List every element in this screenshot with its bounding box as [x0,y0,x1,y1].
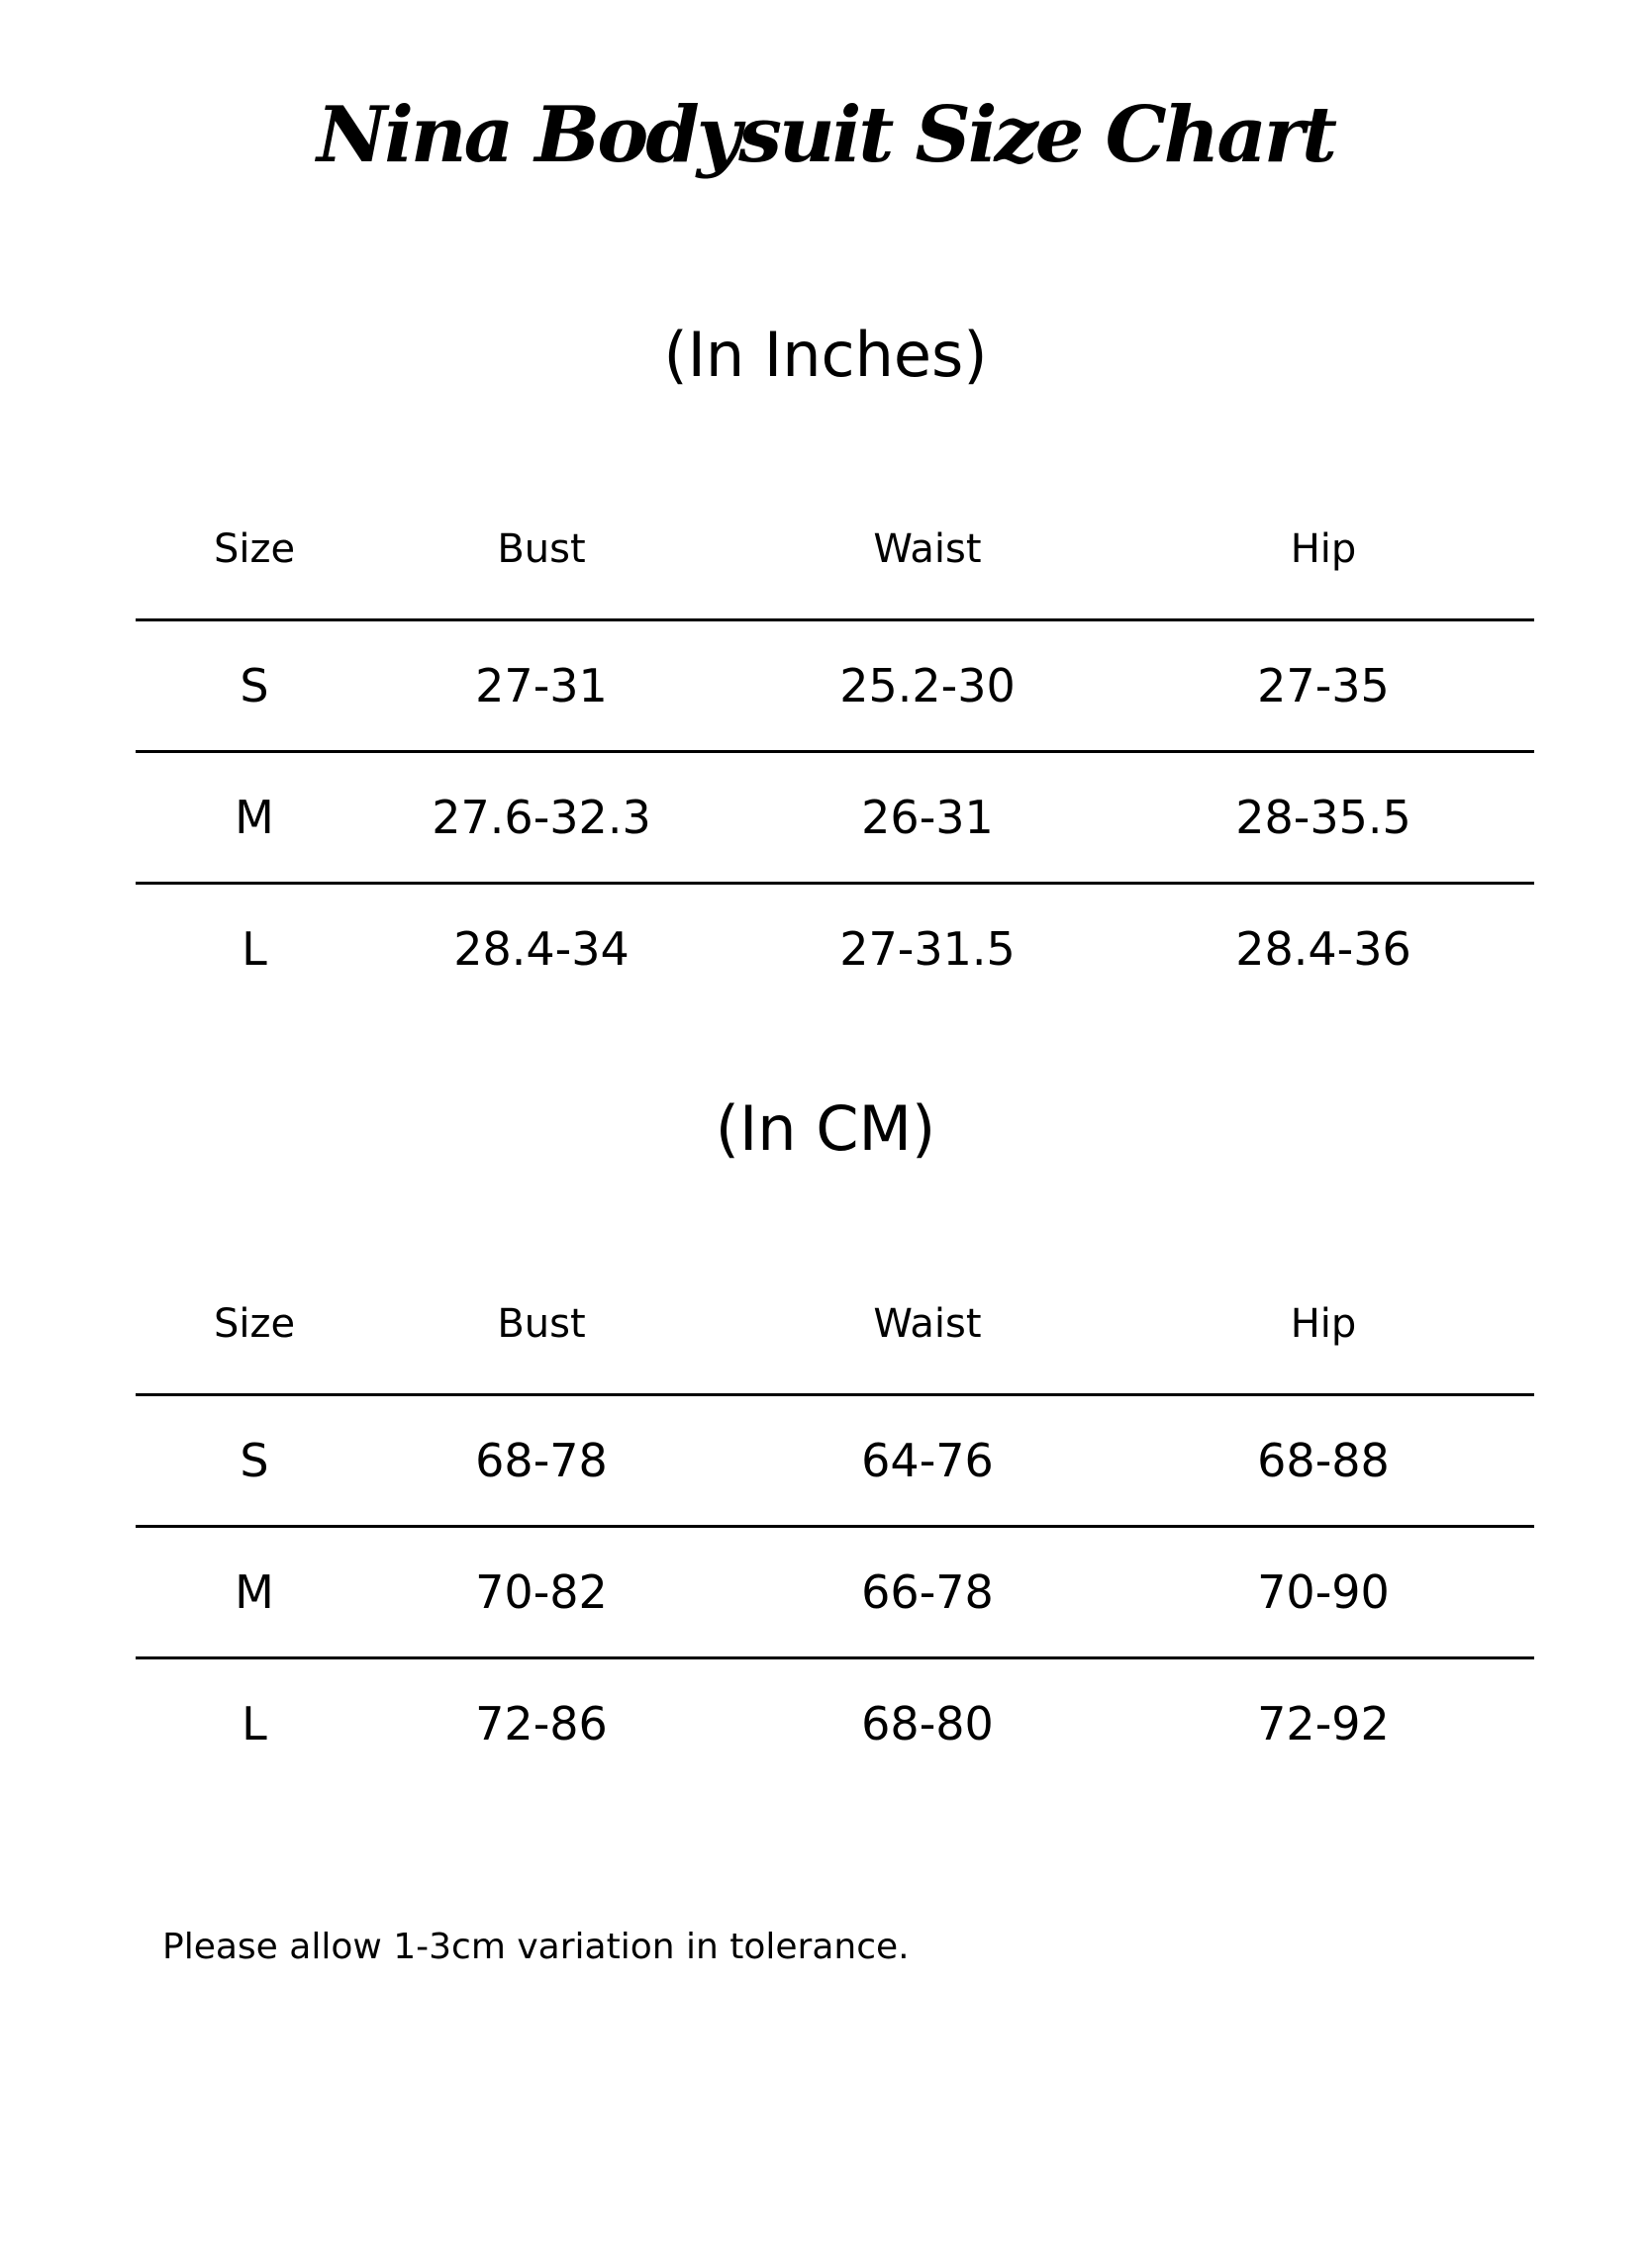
column-header-size: Size [213,526,296,572]
size-cell: M [235,1565,274,1619]
hip-cell: 28.4-36 [1235,922,1411,976]
inches-size-table [136,515,1534,1013]
column-header-hip: Hip [1290,526,1357,572]
table-row [136,1659,1534,1788]
hip-cell: 72-92 [1257,1697,1390,1750]
bust-cell: 28.4-34 [453,922,630,976]
size-cell: S [240,1434,269,1487]
column-header-bust: Bust [497,1301,586,1347]
size-cell: M [235,791,274,844]
waist-cell: 27-31.5 [839,922,1016,976]
hip-cell: 27-35 [1257,659,1390,712]
waist-cell: 25.2-30 [839,659,1016,712]
table-header-row [136,515,1534,621]
cm-section-heading: (In CM) [715,1092,936,1165]
size-cell: S [240,659,269,712]
hip-cell: 68-88 [1257,1434,1390,1487]
bust-cell: 27-31 [475,659,608,712]
waist-cell: 68-80 [861,1697,994,1750]
table-row [136,1396,1534,1528]
waist-cell: 66-78 [861,1565,994,1619]
hip-cell: 70-90 [1257,1565,1390,1619]
column-header-bust: Bust [497,526,586,572]
column-header-size: Size [213,1301,296,1347]
page-title: Nina Bodysuit Size Chart [316,90,1335,180]
table-row [136,753,1534,885]
column-header-waist: Waist [873,526,982,572]
bust-cell: 70-82 [475,1565,608,1619]
table-row [136,621,1534,753]
hip-cell: 28-35.5 [1235,791,1411,844]
column-header-waist: Waist [873,1301,982,1347]
size-cell: L [242,922,267,976]
bust-cell: 27.6-32.3 [432,791,651,844]
cm-size-table [136,1289,1534,1788]
tolerance-note: Please allow 1-3cm variation in tolerance. [162,1927,910,1967]
column-header-hip: Hip [1290,1301,1357,1347]
table-row [136,1528,1534,1659]
waist-cell: 26-31 [861,791,994,844]
bust-cell: 68-78 [475,1434,608,1487]
table-header-row [136,1289,1534,1396]
inches-section-heading: (In Inches) [663,319,988,391]
table-row [136,885,1534,1013]
bust-cell: 72-86 [475,1697,608,1750]
waist-cell: 64-76 [861,1434,994,1487]
size-cell: L [242,1697,267,1750]
